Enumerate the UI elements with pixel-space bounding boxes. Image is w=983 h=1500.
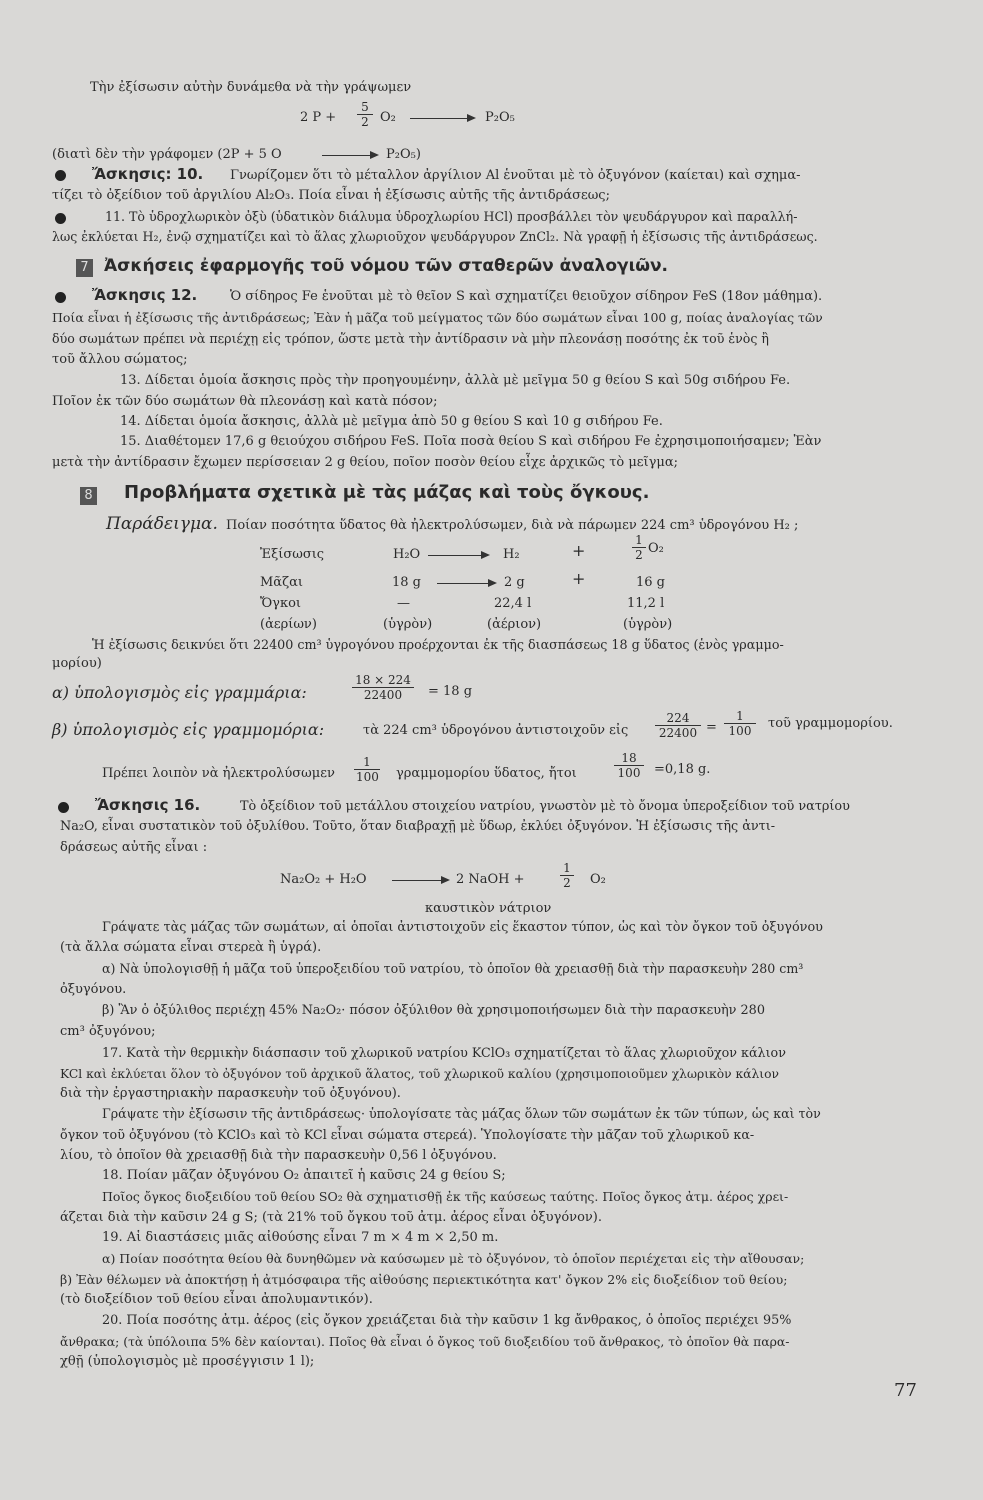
ex16-label: Ἄσκησις 16. [95,796,201,814]
calc-b-tail: τοῦ γραμμομορίου. [768,716,893,731]
eq1-o2: O₂ [380,110,396,125]
ex16-eq-den: 2 [563,876,571,890]
bullet-icon [55,170,66,181]
calc-c-fraction-2 [614,751,644,780]
ex16-line2: Na₂O, εἶναι συστατικὸν τοῦ ὀξυλίθου. Τοῦτο, ὅταν διαβραχῇ μὲ ὕδωρ, ἐκλύει ὀξυγόνον. Ἡ ἐξίσωσις τῆς ἀντι- [60,819,776,834]
ex16-eq-fraction [560,861,574,890]
section-7-title: Ἀσκήσεις ἐφαρμογῆς τοῦ νόμου τῶν σταθερῶν ἀναλογιῶν. [104,256,669,276]
eq1-arrow [410,118,474,119]
table-o2: O₂ [648,541,664,556]
table-mass-o2: 16 g [636,575,665,590]
calc-a-num: 18 × 224 [352,673,414,688]
ex12-label: Ἄσκησις 12. [92,286,198,304]
calc-b-fraction-1 [655,711,701,740]
calc-b-num1: 224 [655,711,701,726]
ex18-line1: 18. Ποίαν μᾶζαν ὀξυγόνου O₂ ἀπαιτεῖ ἡ καῦσις 24 g θείου S; [102,1168,506,1183]
calc-c-mid: γραμμομορίου ὕδατος, ἤτοι [396,766,577,781]
table-plus-2: + [572,569,586,588]
ex11-line1: 11. Τὸ ὑδροχλωρικὸν ὀξὺ (ὑδατικὸν διάλυμα ὑδροχλωρίου HCl) προσβάλλει τὸν ψευδάργυρον καὶ παραλλή- [105,209,798,224]
calc-b-num2: 1 [724,709,756,724]
ex17-line2: KCl καὶ ἐκλύεται ὅλον τὸ ὀξυγόνον τοῦ ἀρχικοῦ ἅλατος, τοῦ χλωρικοῦ καλίου (χρησιμοποιοῦμεν χλωρικὸν κάλιον [60,1067,779,1081]
ex20-line2: ἄνθρακα; (τὰ ὑπόλοιπα 5% δὲν καίονται). Ποῖος θὰ εἶναι ὁ ὄγκος τοῦ διοξειδίου τοῦ ἄνθρακος, τὸ ὁποῖον θὰ παρα- [60,1334,790,1349]
ex12-line2: Ποία εἶναι ἡ ἐξίσωσις τῆς ἀντιδράσεως; Ἐὰν ἡ μᾶζα τοῦ μείγματος τῶν δύο σωμάτων εἶναι 100 g, ποίας ἀναλογίας τῶν [52,310,823,325]
calc-a-result: = 18 g [428,684,473,699]
table-vol-h2o: — [397,596,410,611]
ex13-line2: Ποῖον ἐκ τῶν δύο σωμάτων θὰ πλεονάσῃ καὶ κατὰ πόσον; [52,394,438,409]
ex16-p1: Γράψατε τὰς μάζας τῶν σωμάτων, αἱ ὁποῖαι ἀντιστοιχοῦν εἰς ἕκαστον τύπον, ὡς καὶ τὸν ὄγκον τοῦ ὀξυγόνου [102,920,823,935]
ex16-eq-left: Na₂O₂ + H₂O [280,872,367,887]
ex16-eq-num: 1 [560,861,574,876]
bullet-icon [58,802,69,813]
ex13-line1: 13. Δίδεται ὁμοία ἄσκησις πρὸς τὴν προηγουμένην, ἀλλὰ μὲ μεῖγμα 50 g θείου S καὶ 50g σιδήρου Fe. [120,373,791,388]
ex18-line2: Ποῖος ὄγκος διοξειδίου τοῦ θείου SO₂ θὰ σχηματισθῇ ἐκ τῆς καύσεως ταύτης. Ποῖος ὄγκος ἀτμ. ἀέρος χρει- [102,1189,789,1204]
table-mass-h2: 2 g [504,575,525,590]
table-vol-o2: 11,2 l [627,596,665,611]
table-state-h2: (ἀέριον) [487,617,542,632]
ex15-line1: 15. Διαθέτομεν 17,6 g θειούχου σιδήρου FeS. Ποῖα ποσὰ θείου S καὶ σιδήρου Fe ἐχρησιμοποιήσαμεν; Ἐὰν [120,434,822,449]
section-8-badge: 8 [80,487,97,505]
ex16-p2: (τὰ ἄλλα σώματα εἶναι στερεὰ ἢ ὑγρά). [60,940,322,955]
eq2-left: (διατὶ δὲν τὴν γράφομεν (2P + 5 O [52,147,282,162]
table-state-o2: (ὑγρὸν) [623,617,673,632]
calc-b-equals: = [706,720,717,735]
table-half-fraction [632,533,646,562]
ex15-line2: μετὰ τὴν ἀντίδρασιν ἔχωμεν περίσσειαν 2 g θείου, ποῖον ποσὸν θείου εἶχε ἀρχικῶς τὸ μεῖγμα; [52,455,678,470]
ex16-a2: ὀξυγόνου. [60,982,127,997]
ex12-line1: Ὁ σίδηρος Fe ἑνοῦται μὲ τὸ θεῖον S καὶ σχηματίζει θειοῦχον σίδηρον FeS (18ον μάθημα). [230,289,823,304]
table-mass-h2o: 18 g [392,575,421,590]
bullet-icon [55,213,66,224]
eq2-right: P₂O₅) [386,147,421,162]
eq1-right: P₂O₅ [485,110,515,125]
calc-a-label: α) ὑπολογισμὸς εἰς γραμμάρια: [52,683,307,702]
ex18-line3: άζεται διὰ τὴν καῦσιν 24 g S; (τὰ 21% τοῦ ὄγκου τοῦ ἀτμ. ἀέρος εἶναι ὀξυγόνον). [60,1210,603,1225]
ex19-line4: (τὸ διοξείδιον τοῦ θείου εἶναι ἀπολυμαντικόν). [60,1292,373,1307]
table-arrow-1 [428,555,488,556]
page-number: 77 [894,1380,917,1401]
eq1-left: 2 P + [300,110,337,125]
calc-c-num1: 1 [354,755,380,770]
explain-line2: μορίου) [52,656,102,671]
ex16-eq-caption: καυστικὸν νάτριον [425,901,552,916]
calc-c-den1: 100 [356,770,379,784]
ex17-line1: 17. Κατὰ τὴν θερμικὴν διάσπασιν τοῦ χλωρικοῦ νατρίου KClO₃ σχηματίζεται τὸ ἅλας χλωριοῦχον κάλιον [102,1045,786,1060]
ex14-line1: 14. Δίδεται ὁμοία ἄσκησις, ἀλλὰ μὲ μεῖγμα ἀπὸ 50 g θείου S καὶ 10 g σιδήρου Fe. [120,414,663,429]
table-vol-h2: 22,4 l [494,596,532,611]
ex16-eq-o2: O₂ [590,872,606,887]
table-label-volumes: Ὄγκοι [260,596,301,611]
calc-c-text: Πρέπει λοιπὸν νὰ ἠλεκτρολύσωμεν [102,766,335,781]
ex16-b1: β) Ἂν ὁ ὀξύλιθος περιέχῃ 45% Na₂O₂· πόσον ὀξύλιθον θὰ χρησιμοποιήσωμεν διὰ τὴν παρασκευὴν 280 [102,1003,765,1018]
ex17-line3: διὰ τὴν ἐργαστηριακὴν παρασκευὴν τοῦ ὀξυγόνου). [60,1086,401,1101]
ex12-line3: δύο σωμάτων πρέπει νὰ περιέχῃ εἰς τρόπον, ὥστε μετὰ τὴν ἀντίδρασιν νὰ μὴν πλεονάσῃ ποσότης ἐκ τοῦ ἑνὸς ἢ [52,331,769,346]
explain-line1: Ἡ ἐξίσωσις δεικνύει ὅτι 22400 cm³ ὑγρογόνου προέρχονται ἐκ τῆς διασπάσεως 18 g ὕδατος (ἑνὸς γραμμο- [92,637,784,652]
example-label: Παράδειγμα. [106,514,218,534]
ex19-line1: 19. Αἱ διαστάσεις μιᾶς αἰθούσης εἶναι 7 m × 4 m × 2,50 m. [102,1230,499,1245]
ex17-line5: ὄγκον τοῦ ὀξυγόνου (τὸ KClO₃ καὶ τὸ KCl εἶναι σώματα στερεά). Ὑπολογίσατε τὴν μᾶζαν τοῦ χλωρικοῦ κα- [60,1127,755,1142]
half-num: 1 [632,533,646,548]
calc-c-num2: 18 [614,751,644,766]
table-state-h2o: (ὑγρὸν) [383,617,433,632]
eq1-fraction [357,100,373,129]
ex19-line2: α) Ποίαν ποσότητα θείου θὰ δυνηθῶμεν νὰ καύσωμεν μὲ τὸ ὀξυγόνον, τὸ ὁποῖον περιέχεται εἰς τὴν αἴθουσαν; [102,1251,805,1266]
calc-c-fraction-1 [354,755,380,784]
calc-c-den2: 100 [617,766,641,780]
ex10-line1: Γνωρίζομεν ὅτι τὸ μέταλλον ἀργίλιον Al ἑνοῦται μὲ τὸ ὀξυγόνον (καίεται) καὶ σχημα- [230,168,801,183]
section-7-badge: 7 [76,259,93,277]
section-8-title: Προβλήματα σχετικὰ μὲ τὰς μάζας καὶ τοὺς ὄγκους. [124,482,650,503]
calc-b-den1: 22400 [658,726,698,740]
calc-c-result: =0,18 g. [654,762,711,777]
ex16-line3: δράσεως αὐτῆς εἶναι : [60,840,208,855]
calc-b-den2: 100 [728,724,752,738]
eq1-den: 2 [361,115,369,129]
eq2-arrow [322,155,377,156]
ex16-line1: Τὸ ὀξείδιον τοῦ μετάλλου στοιχείου νατρίου, γνωστὸν μὲ τὸ ὄνομα ὑπεροξείδιον τοῦ νατρίου [240,799,850,814]
ex16-b2: cm³ ὀξυγόνου; [60,1024,156,1039]
half-den: 2 [635,548,643,562]
calc-a-den: 22400 [363,688,403,702]
ex20-line3: χθῇ (ὑπολογισμὸς μὲ προσέγγισιν 1 l); [60,1354,315,1369]
table-label-masses: Μᾶζαι [260,575,304,590]
ex19-line3: β) Ἐὰν θέλωμεν νὰ ἀποκτήσῃ ἡ ἀτμόσφαιρα τῆς αἰθούσης περιεκτικότητα κατ' ὄγκον 2% εἰς διοξείδιον τοῦ θείου; [60,1272,788,1287]
ex16-eq-arrow [392,880,448,881]
table-label-gases: (ἀερίων) [260,617,317,632]
table-arrow-2 [437,583,495,584]
ex10-line2: τίζει τὸ ὀξείδιον τοῦ ἀργιλίου Al₂O₃. Ποία εἶναι ἡ ἐξίσωσις αὐτῆς τῆς ἀντιδράσεως; [52,188,610,203]
calc-b-fraction-2 [724,709,756,738]
ex11-line2: λως ἐκλύεται H₂, ἐνῷ σχηματίζει καὶ τὸ ἅλας χλωριοῦχον ψευδάργυρον ZnCl₂. Νὰ γραφῇ ἡ ἐξίσωσις τῆς ἀντιδράσεως. [52,229,818,244]
ex10-label: Ἄσκησις: 10. [92,165,204,183]
ex17-line6: λίου, τὸ ὁποῖον θὰ χρειασθῇ διὰ τὴν παρασκευὴν 0,56 l ὀξυγόνου. [60,1148,497,1163]
bullet-icon [55,292,66,303]
ex20-line1: 20. Ποία ποσότης ἀτμ. ἀέρος (εἰς ὄγκον χρειάζεται διὰ τὴν καῦσιν 1 kg ἄνθρακος, ὁ ὁποῖος περιέχει 95% [102,1313,792,1328]
ex16-a1: α) Νὰ ὑπολογισθῇ ἡ μᾶζα τοῦ ὑπεροξειδίου τοῦ νατρίου, τὸ ὁποῖον θὰ χρειασθῇ διὰ τὴν παρασκευὴν 280 cm³ [102,961,804,976]
table-plus-1: + [572,541,586,560]
table-h2o: H₂O [393,547,421,562]
ex12-line4: τοῦ ἄλλου σώματος; [52,352,188,367]
table-label-equation: Ἐξίσωσις [260,547,325,562]
calc-b-label: β) ὑπολογισμὸς εἰς γραμμομόρια: [52,720,325,739]
example-question: Ποίαν ποσότητα ὕδατος θὰ ἠλεκτρολύσωμεν, διὰ νὰ πάρωμεν 224 cm³ ὑδρογόνου H₂ ; [226,518,799,533]
calc-b-text: τὰ 224 cm³ ὑδρογόνου ἀντιστοιχοῦν εἰς [363,723,629,738]
table-h2: H₂ [503,547,520,562]
ex16-eq-right: 2 NaOH + [456,872,525,887]
eq1-num: 5 [357,100,373,115]
ex17-line4: Γράψατε τὴν ἐξίσωσιν τῆς ἀντιδράσεως· ὑπολογίσατε τὰς μάζας ὅλων τῶν σωμάτων ἐκ τῶν τύπων, ὡς καὶ τὸν [102,1106,821,1121]
intro-text: Τὴν ἐξίσωσιν αὐτὴν δυνάμεθα νὰ τὴν γράψωμεν [90,80,412,95]
calc-a-fraction [352,673,414,702]
